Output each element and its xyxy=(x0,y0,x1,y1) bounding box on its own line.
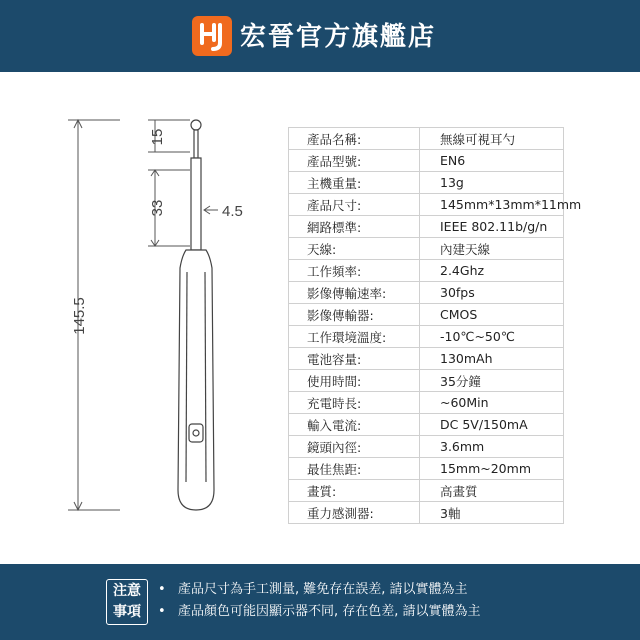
diameter-pointer xyxy=(204,206,218,214)
spec-label: 產品名稱: xyxy=(289,128,420,150)
spec-value: CMOS xyxy=(420,304,564,326)
notice-list xyxy=(158,579,481,623)
spec-label: 網路標準: xyxy=(289,216,420,238)
spec-label: 充電時長: xyxy=(289,392,420,414)
spec-row xyxy=(289,216,564,238)
spec-row xyxy=(289,194,564,216)
notice-item xyxy=(158,579,481,601)
spec-label: 產品尺寸: xyxy=(289,194,420,216)
spec-label: 畫質: xyxy=(289,480,420,502)
spec-value: ~60Min xyxy=(420,392,564,414)
spec-label: 重力感測器: xyxy=(289,502,420,524)
spec-row xyxy=(289,260,564,282)
spec-row xyxy=(289,238,564,260)
dim-tip-label: 15 xyxy=(149,128,166,146)
spec-value: 無線可視耳勺 xyxy=(420,128,564,150)
notice-text: 產品顏色可能因顯示器不同, 存在色差, 請以實體為主 xyxy=(178,604,481,619)
spec-value: 30fps xyxy=(420,282,564,304)
spec-value: -10℃~50℃ xyxy=(420,326,564,348)
notice-label-line2: 事項 xyxy=(113,604,141,620)
notice-label-line1: 注意 xyxy=(113,583,141,599)
spec-row xyxy=(289,150,564,172)
spec-value: IEEE 802.11b/g/n xyxy=(420,216,564,238)
spec-value: 3.6mm xyxy=(420,436,564,458)
spec-label: 產品型號: xyxy=(289,150,420,172)
spec-value: DC 5V/150mA xyxy=(420,414,564,436)
bullet-icon: • xyxy=(158,582,166,597)
spec-value: 2.4Ghz xyxy=(420,260,564,282)
spec-value: 145mm*13mm*11mm xyxy=(420,194,564,216)
store-header xyxy=(0,0,640,72)
spec-row xyxy=(289,414,564,436)
spec-row xyxy=(289,172,564,194)
spec-label: 工作環境溫度: xyxy=(289,326,420,348)
spec-value: 3軸 xyxy=(420,502,564,524)
spec-value: 13g xyxy=(420,172,564,194)
spec-row xyxy=(289,436,564,458)
spec-label: 主機重量: xyxy=(289,172,420,194)
spec-label: 天線: xyxy=(289,238,420,260)
spec-label: 影像傳輸器: xyxy=(289,304,420,326)
spec-label: 使用時間: xyxy=(289,370,420,392)
spec-value: EN6 xyxy=(420,150,564,172)
ear-pick-product xyxy=(178,120,214,510)
spec-row xyxy=(289,502,564,524)
spec-value: 內建天線 xyxy=(420,238,564,260)
spec-row xyxy=(289,304,564,326)
spec-table xyxy=(288,127,582,524)
spec-label: 輸入電流: xyxy=(289,414,420,436)
spec-row xyxy=(289,282,564,304)
spec-value: 15mm~20mm xyxy=(420,458,564,480)
spec-label: 工作頻率: xyxy=(289,260,420,282)
spec-value: 35分鐘 xyxy=(420,370,564,392)
spec-row xyxy=(289,392,564,414)
spec-row xyxy=(289,458,564,480)
dim-diameter-label: 4.5 xyxy=(222,203,243,220)
notice-badge xyxy=(106,579,148,625)
notice-footer xyxy=(0,564,640,640)
spec-label: 最佳焦距: xyxy=(289,458,420,480)
dim-total-label: 145.5 xyxy=(71,297,88,335)
dim-shaft-label: 33 xyxy=(149,199,166,217)
spec-label: 影像傳輸速率: xyxy=(289,282,420,304)
product-dimension-diagram xyxy=(0,72,272,564)
notice-text: 產品尺寸為手工測量, 難免存在誤差, 請以實體為主 xyxy=(178,582,468,597)
spec-row xyxy=(289,128,564,150)
bullet-icon: • xyxy=(158,604,166,619)
notice-item xyxy=(158,601,481,623)
spec-row xyxy=(289,480,564,502)
spec-row xyxy=(289,370,564,392)
spec-label: 電池容量: xyxy=(289,348,420,370)
spec-value: 130mAh xyxy=(420,348,564,370)
spec-value: 高畫質 xyxy=(420,480,564,502)
hj-logo-icon xyxy=(192,16,232,56)
spec-row xyxy=(289,326,564,348)
store-name: 宏晉官方旗艦店 xyxy=(240,22,437,52)
spec-row xyxy=(289,348,564,370)
spec-label: 鏡頭內徑: xyxy=(289,436,420,458)
